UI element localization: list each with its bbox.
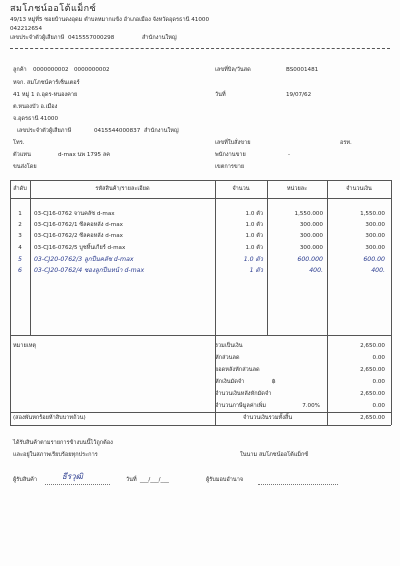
receiver-label: ผู้รับสินค้า (13, 477, 37, 483)
vat-label: จำนวนภาษีมูลค่าเพิ่ม (215, 403, 267, 409)
receive-date-label: วันที่ (126, 477, 137, 483)
row-unit-price: 300.000 (299, 233, 323, 240)
customer-address-1: 41 หมู่ 1 ถ.อุดร-หนองคาย (13, 92, 78, 98)
row-unit-price: 600.000 (297, 255, 323, 263)
row-description: 03-CJ16-0762/5 บูชหิ้นเกียร์ d-max (34, 244, 126, 251)
deposit-value: 0.00 (372, 379, 385, 385)
row-qty: 1.0 ตัว (245, 211, 263, 217)
footer-note-2: และอยู่ในสภาพเรียบร้อยทุกประการ (13, 452, 98, 458)
on-behalf-text: ในนาม สมโภชน์ออโต้แม็กซ์ (240, 452, 309, 458)
row-amount: 300.00 (365, 244, 385, 251)
company-phone: 042212654 (10, 26, 43, 32)
doc-date-label: วันที่ (215, 92, 226, 98)
grand-total-label: จำนวนเงินรวมทั้งสิ้น (243, 415, 293, 421)
col-header-desc: รหัสสินค้า/รายละเอียด (95, 186, 150, 192)
remark-label: หมายเหตุ (13, 343, 37, 349)
after-deposit-label: จำนวนเงินหลังหักมัดจำ (215, 391, 272, 397)
customer-agent-label: ตัวแทน (13, 152, 31, 158)
row-qty: 1.0 ตัว (245, 222, 263, 229)
customer-agent-value: d-max นพ 1795 ลค (58, 152, 111, 158)
footer-note-1: ได้รับสินค้าตามรายการข้างบนนี้ไว้ถูกต้อง (13, 440, 113, 446)
col-header-qty: จำนวน (232, 186, 250, 192)
receiver-signature: ธีรวุฒิ (62, 472, 83, 481)
row-no: 5 (18, 255, 22, 263)
customer-address-3: จ.อุดรธานี 41000 (13, 116, 59, 122)
row-amount: 400. (371, 267, 385, 274)
row-qty: 1 ตัว (249, 267, 263, 274)
row-qty: 1.0 ตัว (245, 233, 263, 240)
col-header-price: หน่วยละ (286, 186, 308, 192)
row-description: 03-CJ20-0762/3 ลูกปืนคลัช d-max (34, 255, 134, 263)
after-discount-value: 2,650.00 (360, 367, 385, 373)
customer-code-2: 0000000002 (74, 67, 110, 73)
row-unit-price: 300.000 (299, 222, 323, 229)
customer-name: หจก. สมโภชน์คาร์เซ็นเตอร์ (13, 80, 80, 86)
discount-value: 0.00 (372, 355, 385, 361)
row-unit-price: 300.000 (299, 244, 323, 251)
deposit-mark: ฿ (272, 379, 276, 385)
customer-address-2: ต.หนองบัว อ.เมือง (13, 104, 58, 110)
total-divider (10, 412, 391, 413)
sum-value: 2,650.00 (360, 343, 385, 349)
sum-label: รวมเป็นเงิน (215, 343, 243, 349)
total-bottom-divider (10, 425, 391, 426)
doc-due-label: เขตการขาย (215, 164, 245, 170)
customer-ship-label: ขนส่งโดย (13, 164, 37, 170)
customer-tax-label: เลขประจำตัวผู้เสียภาษี (17, 128, 72, 134)
col-header-no: ลำดับ (13, 186, 27, 192)
vat-value: 0.00 (372, 403, 385, 409)
row-qty: 1.0 ตัว (245, 244, 263, 251)
company-name: สมโภชน์ออโต้แม็กซ์ (10, 4, 97, 14)
row-qty: 1.0 ตัว (243, 255, 263, 263)
row-no: 4 (18, 244, 22, 251)
doc-date-value: 19/07/62 (286, 92, 312, 98)
row-amount: 1,550.00 (360, 211, 385, 217)
company-address: 49/13 หมู่ที่5 ซอยบ้านดงอุดม ตำบลหมากแข้ง อำเภอเมือง จังหวัดอุดรธานี 41000 (10, 17, 210, 23)
customer-code-label: ลูกค้า (13, 67, 27, 73)
col-header-amount: จำนวนเงิน (346, 186, 372, 192)
doc-staff-value: - (288, 152, 291, 158)
grand-total-value: 2,650.00 (360, 415, 385, 421)
row-description: 03-CJ16-0762/2 ซีลคอหลัง d-max (34, 233, 123, 240)
row-description: 03-CJ16-0762/1 ซีลคอหลัง d-max (34, 222, 123, 229)
doc-ref-label: เลขที่ใบสั่งขาย (215, 140, 251, 146)
customer-code: 0000000002 (33, 67, 69, 73)
row-no: 2 (18, 222, 22, 229)
approver-label: ผู้รับมอบอำนาจ (206, 477, 244, 483)
row-no: 3 (18, 233, 22, 240)
row-amount: 300.00 (365, 222, 385, 229)
doc-staff-label: พนักงานขาย (215, 152, 246, 158)
row-no: 6 (18, 267, 22, 274)
doc-ref2-label: อรท. (340, 140, 352, 146)
doc-no-value: BS0001481 (286, 67, 319, 73)
deposit-label: หักเงินมัดจำ (215, 379, 245, 385)
receive-date-blank: ___/___/___ (140, 477, 169, 483)
discount-label: หักส่วนลด (215, 355, 240, 361)
row-description: 03-CJ20-0762/4 ซองลูกปืนหน้า d-max (34, 267, 145, 274)
row-unit-price: 1,550.000 (294, 211, 323, 217)
company-branch: สำนักงานใหญ่ (142, 35, 177, 41)
row-no: 1 (18, 211, 22, 217)
amount-in-words: (สองพันหกร้อยห้าสิบบาทถ้วน) (13, 415, 86, 421)
customer-tax-id: 0415544000837 (94, 128, 141, 134)
row-amount: 600.00 (363, 255, 385, 263)
company-tax-label: เลขประจำตัวผู้เสียภาษี (10, 35, 65, 41)
doc-no-label: เลขที่บิล/วันสด (215, 67, 251, 73)
after-deposit-value: 2,650.00 (360, 391, 385, 397)
after-discount-label: ยอดหลังหักส่วนลด (215, 367, 260, 373)
vat-rate: 7.00% (302, 403, 320, 409)
row-description: 03-CJ16-0762 จานคลัช d-max (34, 211, 115, 217)
header-divider (10, 48, 390, 49)
company-tax-id: 0415557000298 (68, 35, 115, 41)
customer-phone-label: โทร. (13, 140, 25, 146)
row-unit-price: 400. (309, 267, 323, 274)
row-amount: 300.00 (365, 233, 385, 240)
customer-branch: สำนักงานใหญ่ (144, 128, 179, 134)
